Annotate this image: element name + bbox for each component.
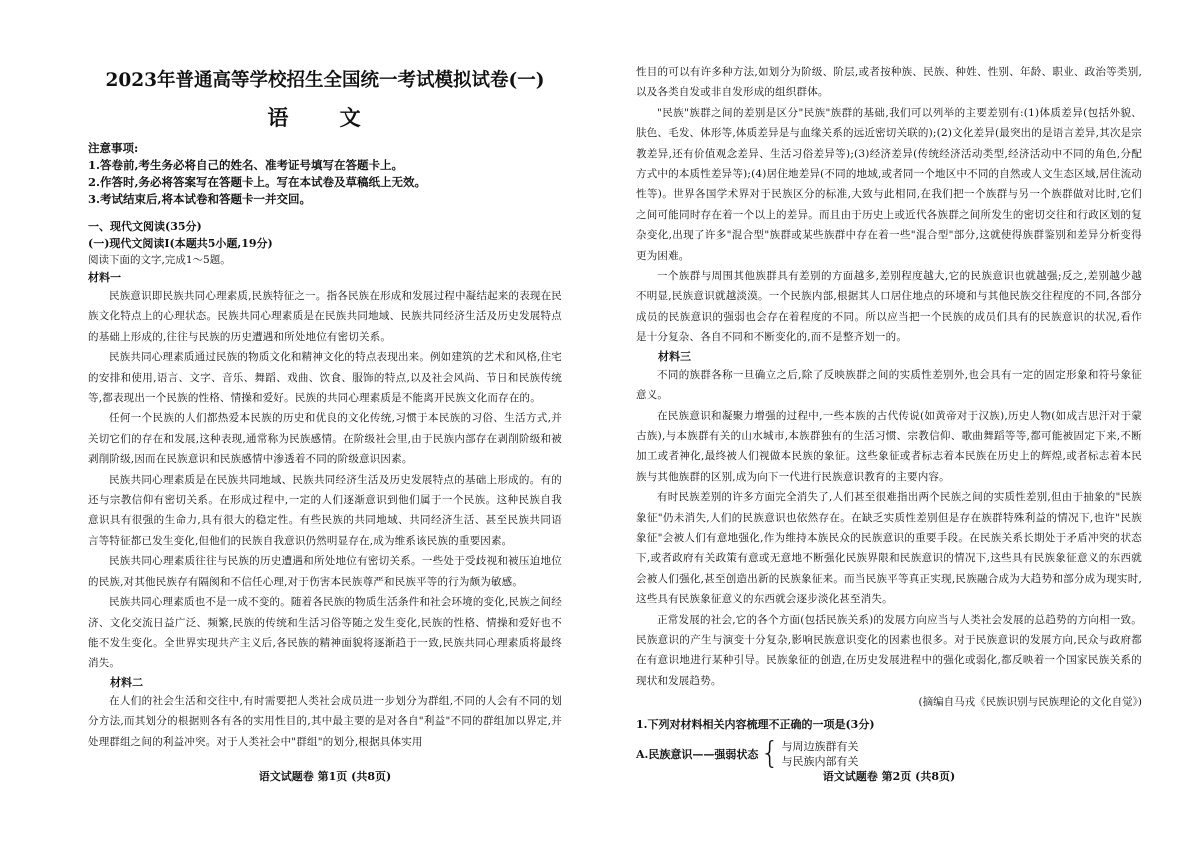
notice-item: 1.答卷前,考生务必将自己的姓名、准考证号填写在答题卡上。 bbox=[88, 158, 404, 172]
right-page bbox=[600, 0, 1200, 848]
material-2-heading: 材料二 bbox=[110, 675, 143, 689]
paragraph: 民族共同心理素质往往与民族的历史遭遇和所处地位有密切关系。一些处于受歧视和被压迫地位的民族,对其他民族存有隔阂和不信任心理,对于伤害本民族尊严和民族平等的行为颇为敏感。 bbox=[88, 555, 562, 588]
option-a-branch: 与民族内部有关 bbox=[781, 755, 859, 769]
section-heading: 一、现代文阅读(35分) bbox=[88, 220, 202, 233]
subject-title: 语 文 bbox=[267, 105, 383, 130]
question-1: 1.下列对材料相关内容梳理不正确的一项是(3分) bbox=[636, 718, 875, 732]
paragraph: 任何一个民族的人们都热爱本民族的历史和优良的文化传统,习惯于本民族的习俗、生活方式,并关切它们的存在和发展,这种表现,通常称为民族感情。在阶级社会里,由于民族内部存在剥削阶级和被剥削阶级,因而在民族意识和民族感情中渗透着不同的阶级意识因素。 bbox=[88, 412, 562, 466]
source-citation: (摘编自马戎《民族识别与民族理论的文化自觉》) bbox=[918, 696, 1142, 709]
notice-item: 3.考试结束后,将本试卷和答题卡一并交回。 bbox=[88, 192, 312, 206]
notice-item: 2.作答时,务必将答案写在答题卡上。写在本试卷及草稿纸上无效。 bbox=[88, 175, 427, 189]
paragraph: 民族意识即民族共同心理素质,民族特征之一。指各民族在形成和发展过程中凝结起来的表现在民族文化特点上的心理状态。民族共同心理素质是在民族共同地域、民族共同经济生活及历史发展特点的基础上形成的,往往与民族的历史遭遇和所处地位有密切关系。 bbox=[88, 290, 562, 343]
page-footer: 语文试题卷 第1页 (共8页) bbox=[258, 770, 392, 783]
brace-symbol: { bbox=[760, 736, 780, 772]
paragraph: 民族共同心理素质也不是一成不变的。随着各民族的物质生活条件和社会环境的变化,民族之间经济、文化交流日益广泛、频繁,民族的传统和生活习俗等随之发生变化,民族的性格、情操和爱好也不能不发生变化。全世界实现共产主义后,各民族的精神面貌将逐渐趋于一致,民族共同心理素质将最终消失。 bbox=[88, 596, 562, 670]
paragraph: 不同的族群各称一旦确立之后,除了反映族群之间的实质性差别外,也会具有一定的固定形象和符号象征意义。 bbox=[636, 368, 1142, 402]
paragraph: "民族"族群之间的差别是区分"民族"族群的基础,我们可以列举的主要差别有:(1)体质差异(包括外貌、肤色、毛发、体形等,体质差异是与血缘关系的远近密切关联的);(2)文化差异(最突出的是语言差异,其次是宗教差异,还有价值观念差异、生活习俗差异等);(3)经济差异(传统经济活动类型,经济活动中不同的角色,分配方式中的本质性差异等);(4)居住地差异(不同的地域,或者同一个地区中不同的自然或人文生态区域,居住流动性等)。世界各国学术界对于民族区分的标准,大致与此相同,在我们把一个族群与另一个族群做对比时,它们之间可能同时存在着一个以上的差异。而且由于历史上或近代各族群之间所发生的密切交往和行政区划的复杂变化,出现了许多"混合型"族群或某些族群中存在着一些"混合型"部分,这就使得族群鉴别和差异分析变得更为困难。 bbox=[636, 106, 1142, 262]
option-a-branch: 与周边族群有关 bbox=[781, 740, 859, 754]
subsection-heading: (一)现代文阅读I(本题共5小题,19分) bbox=[88, 237, 273, 250]
paragraph: 在人们的社会生活和交往中,有时需要把人类社会成员进一步划分为群组,不同的人会有不同的划分方法,而其划分的根据则各有各的实用性目的,其中最主要的是对各自"利益"不同的群组加以界定,并处理群组之间的利益冲突。对于人类社会中"群组"的划分,根据具体实用 bbox=[88, 694, 562, 748]
material-1-heading: 材料一 bbox=[88, 271, 121, 284]
paragraph: 有时民族差别的许多方面完全消失了,人们甚至很难指出两个民族之间的实质性差别,但由于抽象的"民族象征"仍未消失,人们的民族意识也依然存在。在缺乏实质性差别但是存在族群特殊利益的情况下,也许"民族象征"会被人们有意地强化,作为维持本族民众的民族意识的重要手段。在民族关系长期处于矛盾冲突的状态下,或者政府有关政策有意或无意地不断强化民族界限和民族意识的情况下,这些具有民族象征意义的东西就会被人们强化,甚至创造出新的民族象征来。而当民族平等真正实现,民族融合成为大趋势和部分成为现实时,这些具有民族象征意义的东西就会逐步淡化甚至消失。 bbox=[636, 491, 1142, 606]
paragraph: 在民族意识和凝聚力增强的过程中,一些本族的古代传说(如黄帝对于汉族),历史人物(如成吉思汗对于蒙古族),与本族群有关的山水城市,本族群独有的生活习惯、宗教信仰、歌曲舞蹈等等,都可能被固定下来,不断加工或者神化,最终被人们视做本民族的象征。这些象征或者标志着本民族在历史上的辉煌,或者标志着本民族与其他族群的区别,成为向下一代进行民族意识教育的主要内容。 bbox=[636, 409, 1142, 483]
option-a-branches bbox=[781, 739, 858, 769]
paragraph: 民族共同心理素质通过民族的物质文化和精神文化的特点表现出来。例如建筑的艺术和风格,住宅的安排和使用,语言、文字、音乐、舞蹈、戏曲、饮食、服饰的特点,以及社会风尚、节日和民族传统等,都表现出一个民族的性格、情操和爱好。民族的共同心理素质是不能离开民族文化而存在的。 bbox=[88, 351, 562, 405]
option-a bbox=[636, 736, 1142, 772]
notice-title: 注意事项: bbox=[88, 141, 139, 155]
option-a-stem: A.民族意识——强弱状态 bbox=[636, 748, 759, 762]
page-footer: 语文试题卷 第2页 (共8页) bbox=[822, 770, 956, 783]
paragraph: 性目的可以有许多种方法,如划分为阶级、阶层,或者按种族、民族、种姓、性别、年龄、职业、政治等类别,以及各类自发或非自发形成的组织群体。 bbox=[636, 66, 1142, 99]
paragraph: 正常发展的社会,它的各个方面(包括民族关系)的发展方向应当与人类社会发展的总趋势的方向相一致。民族意识的产生与演变十分复杂,影响民族意识变化的因素也很多。对于民族意识的发展方向,民众与政府都在有意识地进行某种引导。民族象征的创造,在历史发展进程中的强化或弱化,都反映着一个国家民族关系的现状和发展趋势。 bbox=[636, 613, 1142, 687]
instruction: 阅读下面的文字,完成1～5题。 bbox=[88, 254, 231, 266]
material-3-heading: 材料三 bbox=[658, 349, 691, 363]
paragraph: 一个族群与周围其他族群具有差别的方面越多,差别程度越大,它的民族意识也就越强;反之,差别越少越不明显,民族意识就越淡漠。一个民族内部,根据其人口居住地点的环境和与其他民族交往程度的不同,各部分成员的民族意识的强弱也会存在着程度的不同。所以应当把一个民族的成员们具有的民族意识的状况,看作是十分复杂、各自不同和不断变化的,而不是整齐划一的。 bbox=[636, 270, 1142, 344]
paragraph: 民族共同心理素质是在民族共同地域、民族共同经济生活及历史发展特点的基础上形成的。有的还与宗教信仰有密切关系。在形成过程中,一定的人们逐渐意识到他们属于一个民族。这种民族自我意识具有很强的生命力,具有很大的稳定性。有些民族的共同地域、共同经济生活、甚至民族共同语言等特征都已发生变化,但他们的民族自我意识仍然明显存在,成为维系该民族的重要因素。 bbox=[88, 473, 562, 547]
exam-title: 2023年普通高等学校招生全国统一考试模拟试卷(一) bbox=[105, 70, 545, 91]
